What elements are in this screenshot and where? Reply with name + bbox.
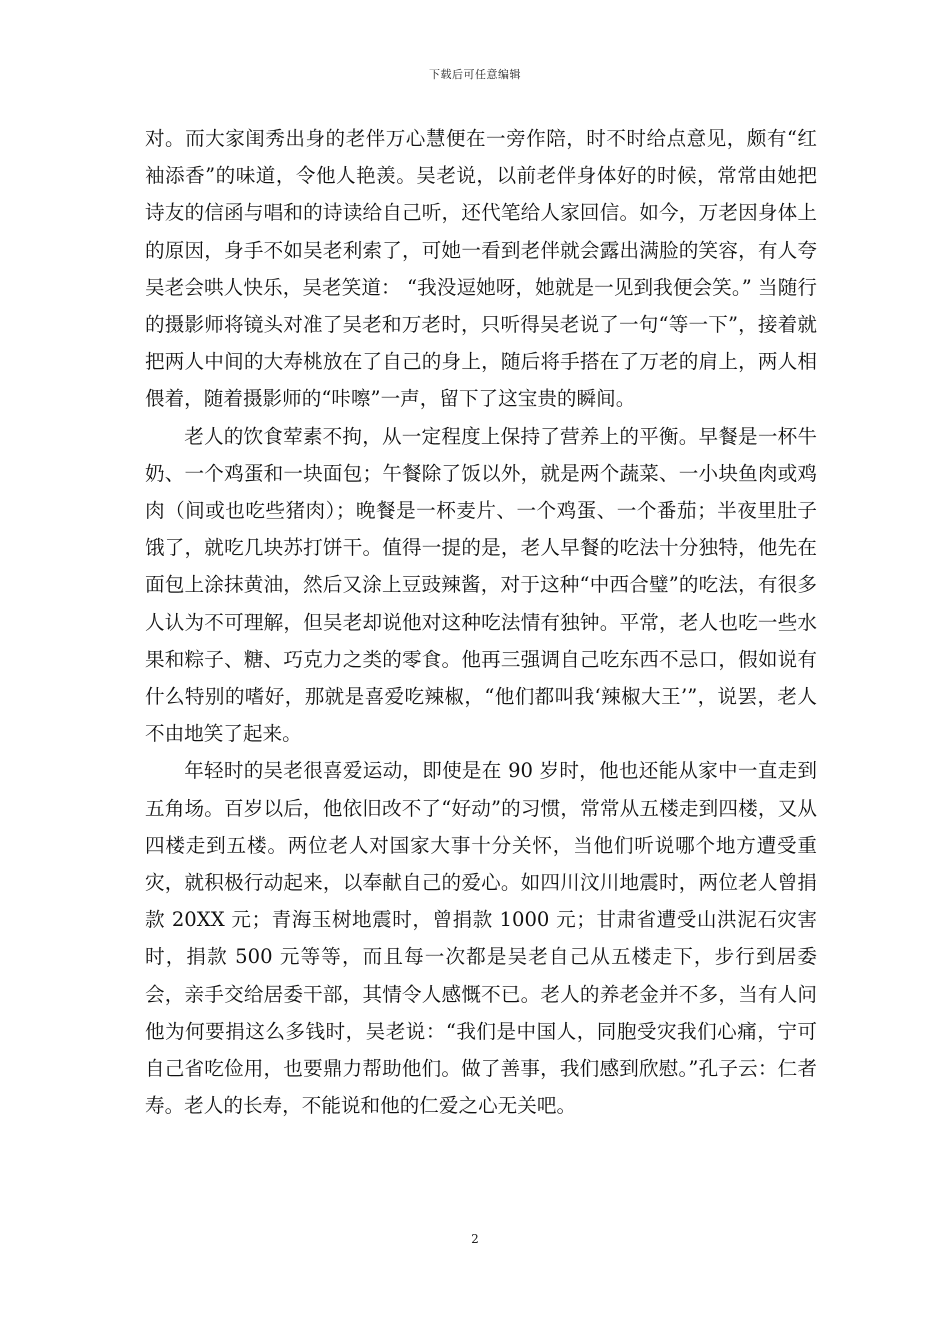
paragraph-diet: 老人的饮食荤素不拘，从一定程度上保持了营养上的平衡。早餐是一杯牛奶、一个鸡蛋和一块面包；午餐除了饭以外，就是两个蔬菜、一小块鱼肉或鸡肉（间或也吃些猪肉）；晚餐是一杯麦片、一个鸡蛋、一个番茄；半夜里肚子饿了，就吃几块苏打饼干。值得一提的是，老人早餐的吃法十分独特，他先在面包上涂抹黄油，然后又涂上豆豉辣酱，对于这种“中西合璧”的吃法，有很多人认为不可理解，但吴老却说他对这种吃法情有独钟。平常，老人也吃一些水果和粽子、糖、巧克力之类的零食。他再三强调自己吃东西不忌口，假如说有什么特别的嗜好，那就是喜爱吃辣椒，“他们都叫我‘辣椒大王’”，说罢，老人不由地笑了起来。 bbox=[145, 424, 817, 746]
page-header: 下载后可任意编辑 bbox=[429, 68, 521, 81]
document-body bbox=[145, 120, 817, 1124]
paragraph-exercise-charity: 年轻时的吴老很喜爱运动，即使是在 90 岁时，他也还能从家中一直走到五角场。百岁以后，他依旧改不了“好动”的习惯，常常从五楼走到四楼，又从四楼走到五楼。两位老人对国家大事十分关怀，当他们听说哪个地方遭受重灾，就积极行动起来，以奉献自己的爱心。如四川汶川地震时，两位老人曾捐款 20XX 元；青海玉树地震时，曾捐款 1000 元；甘肃省遭受山洪泥石灾害时，捐款 500 元等等，而且每一次都是吴老自己从五楼走下，步行到居委会，亲手交给居委干部，其情令人感慨不已。老人的养老金并不多，当有人问他为何要捐这么多钱时，吴老说：“我们是中国人，同胞受灾我们心痛，宁可自己省吃俭用，也要鼎力帮助他们。做了善事，我们感到欣慰。”孔子云：仁者寿。老人的长寿，不能说和他的仁爱之心无关吧。 bbox=[145, 759, 817, 1118]
page-number: 2 bbox=[471, 1232, 479, 1246]
paragraph-continued: 对。而大家闺秀出身的老伴万心慧便在一旁作陪，时不时给点意见，颇有“红袖添香”的味道，令他人艳羡。吴老说，以前老伴身体好的时候，常常由她把诗友的信函与唱和的诗读给自己听，还代笔给人家回信。如今，万老因身体上的原因，身手不如吴老利索了，可她一看到老伴就会露出满脸的笑容，有人夸吴老会哄人快乐，吴老笑道： “我没逗她呀，她就是一见到我便会笑。” 当随行的摄影师将镜头对准了吴老和万老时，只听得吴老说了一句“等一下”，接着就把两人中间的大寿桃放在了自己的身上，随后将手搭在了万老的肩上，两人相偎着，随着摄影师的“咔嚓”一声，留下了这宝贵的瞬间。 bbox=[145, 127, 817, 411]
